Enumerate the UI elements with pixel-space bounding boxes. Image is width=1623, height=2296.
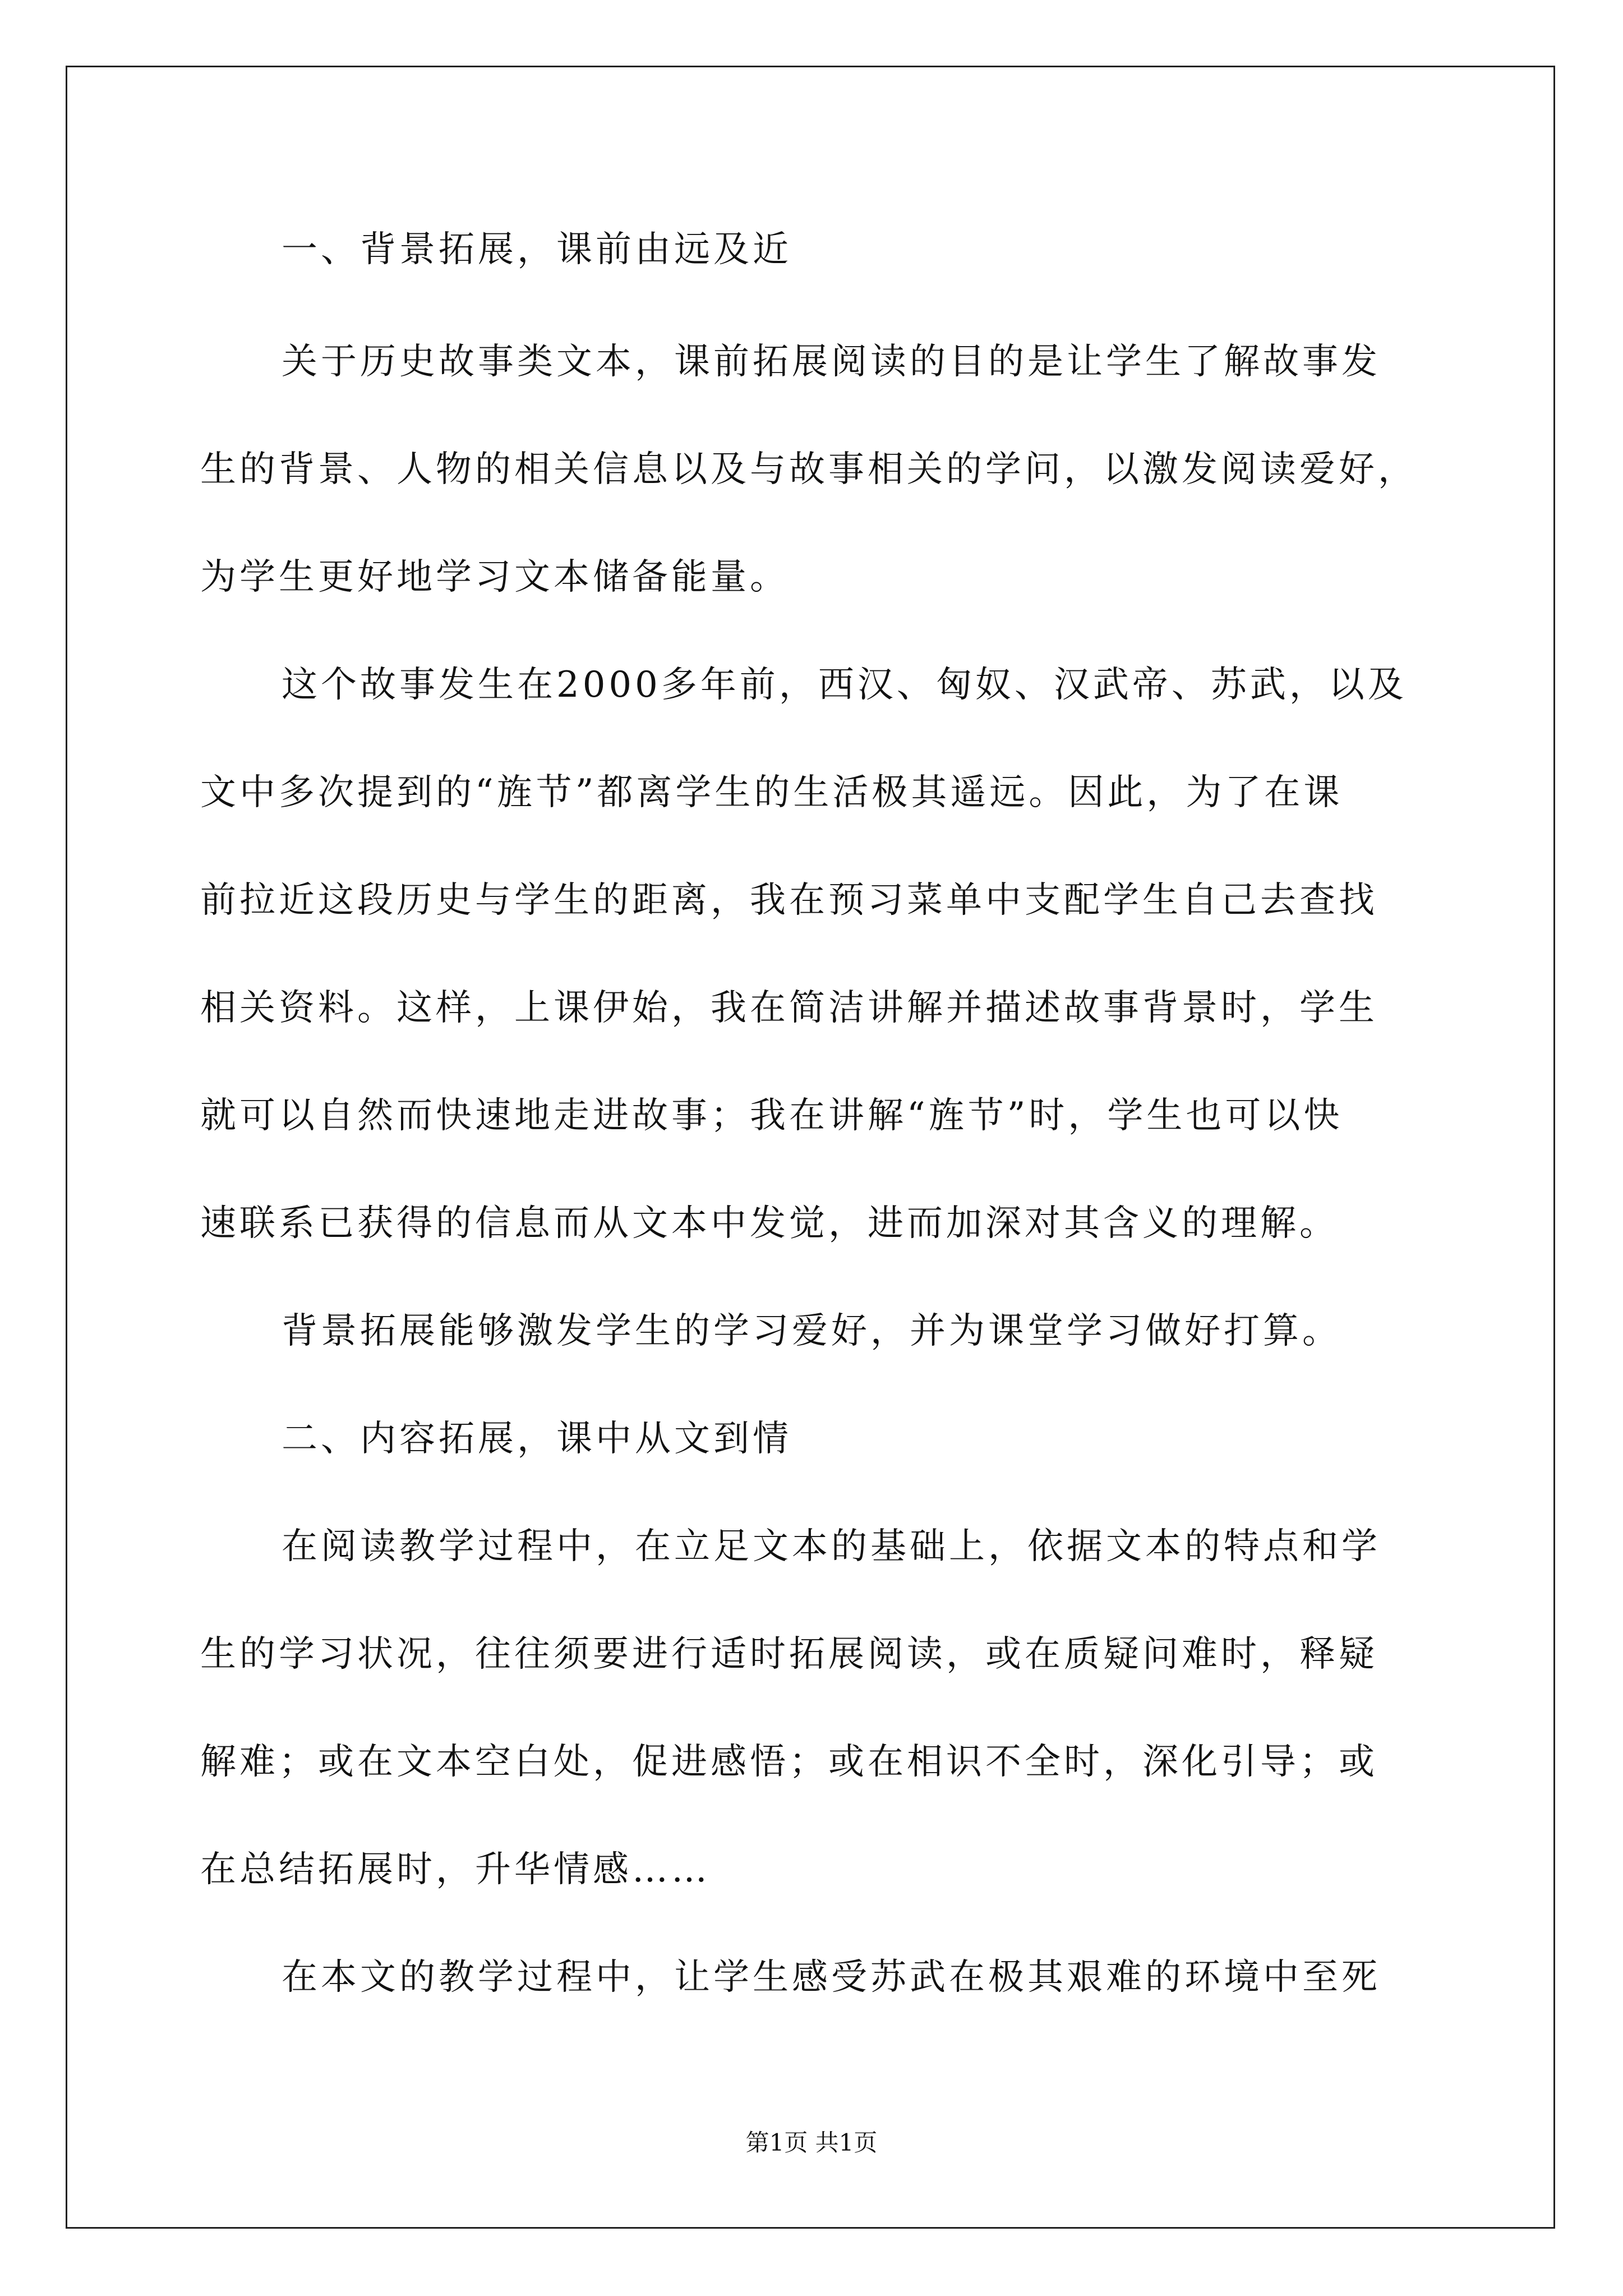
paragraph-line: 生的背景、人物的相关信息以及与故事相关的学问，以激发阅读爱好， [200,449,1417,490]
page-footer: 第1页 共1页 [745,2129,878,2156]
paragraph-line: 在总结拓展时，升华情感…… [200,1849,711,1890]
heading-2: 二、内容拓展，课中从文到情 [282,1418,792,1460]
page-border [66,66,1555,2229]
paragraph-line: 解难；或在文本空白处，促进感悟；或在相识不全时，深化引导；或 [200,1741,1378,1783]
paragraph-line: 在本文的教学过程中，让学生感受苏武在极其艰难的环境中至死 [282,1957,1381,1998]
paragraph-line: 相关资料。这样，上课伊始，我在简洁讲解并描述故事背景时，学生 [200,987,1378,1029]
paragraph-line: 文中多次提到的“旌节”都离学生的生活极其遥远。因此，为了在课 [200,772,1343,813]
paragraph-line: 这个故事发生在2000多年前，西汉、匈奴、汉武帝、苏武，以及 [282,664,1407,706]
paragraph-line: 速联系已获得的信息而从文本中发觉，进而加深对其含义的理解。 [200,1203,1339,1244]
paragraph-line: 前拉近这段历史与学生的距离，我在预习菜单中支配学生自己去查找 [200,880,1378,921]
paragraph-line: 就可以自然而快速地走进故事；我在讲解“旌节”时，学生也可以快 [200,1095,1343,1137]
paragraph-line: 生的学习状况，往往须要进行适时拓展阅读，或在质疑问难时，释疑 [200,1634,1378,1675]
heading-1: 一、背景拓展，课前由远及近 [282,229,792,270]
paragraph-line: 背景拓展能够激发学生的学习爱好，并为课堂学习做好打算。 [282,1310,1341,1352]
paragraph-line: 在阅读教学过程中，在立足文本的基础上，依据文本的特点和学 [282,1526,1381,1567]
paragraph-line: 为学生更好地学习文本储备能量。 [200,556,789,598]
paragraph-line: 关于历史故事类文本，课前拓展阅读的目的是让学生了解故事发 [282,341,1381,383]
